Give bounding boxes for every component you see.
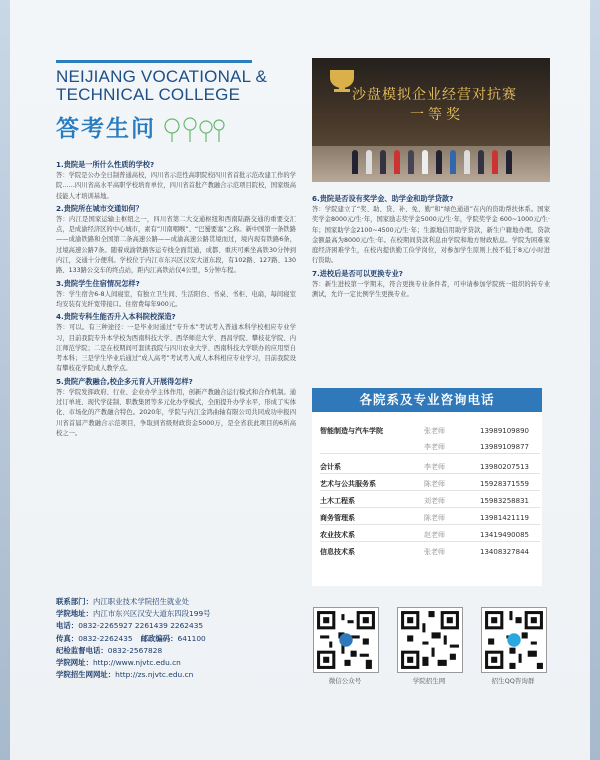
right-edge-decoration xyxy=(590,0,600,760)
department-row xyxy=(320,511,540,525)
header-rule xyxy=(56,60,252,63)
department-name: 艺术与公共服务系 xyxy=(320,480,376,488)
faq-question: 7.进校后是否可以更换专业? xyxy=(312,268,403,278)
award-person xyxy=(394,150,400,174)
row-divider xyxy=(320,473,540,474)
contact-label: 学院网址： xyxy=(56,658,93,668)
contact-label: 纪检监督电话： xyxy=(56,645,108,655)
row-divider xyxy=(320,490,540,491)
tree-icon xyxy=(162,116,226,144)
department-row xyxy=(320,477,540,491)
contact-label: 电话： xyxy=(56,621,79,631)
qr-caption: 微信公众号 xyxy=(328,677,362,685)
faq-answer: 答：内江是国家运输主枢纽之一，四川省第二大交通枢纽和西南陆路交通的重要交汇点，是成渝经济区的中心城市，素有“川南咽喉”、“巴蜀要塞”之称。新中国第一条铁路——成渝铁路和全国第二条高速公路——成渝高速公路贯境而过，境内现有铁路6条，过境高速公路7条。随着成渝铁路客运专线全面贯通，成都、重庆可乘坐高铁30分钟到内江，交通十分便利。学校位于内江市东兴区汉安大道东段，有102路、127路、130路、133路公交车的终点站，距内江高铁站仅4公里，5分钟车程。 xyxy=(56,215,296,275)
contact-value: 0832-2265927 2261439 2262435 xyxy=(78,621,204,631)
contact-website xyxy=(56,657,296,669)
qr-caption: 学院招生网 xyxy=(412,677,446,685)
contact-department xyxy=(56,596,296,608)
department-name: 土木工程系 xyxy=(320,497,355,505)
teacher-name: 李老师 xyxy=(424,463,445,471)
award-person xyxy=(478,150,484,174)
department-row xyxy=(320,528,540,542)
faq-answer: 答：学生宿舍6-8人间寝室，有独立卫生间、生活阳台、书桌、书柜、电扇，每间寝室均安装有光纤宽带接口。住宿费每年900元。 xyxy=(56,290,296,308)
college-name xyxy=(56,68,296,104)
contact-value: 内江市东兴区汉安大道东四段199号 xyxy=(92,609,211,619)
teacher-name: 张老师 xyxy=(424,548,445,556)
award-person xyxy=(492,150,498,174)
award-person xyxy=(464,150,470,174)
award-person xyxy=(380,150,386,174)
department-table-title: 各院系及专业咨询电话 xyxy=(312,388,542,412)
faq-answer: 答：学院建立了“奖、助、贷、补、免、勤”和“绿色通道”在内的资助帮扶体系。国家奖学金8000元/生·年，国家励志奖学金5000元/生·年，学院奖学金 600~1000元/生·年；国家助学金2100~4500元/生·年；生源地信用助学贷款，新生户籍地办理，贷款金额最高为8000元/生·年。在校期间贷款利息由学院和地方财政贴息。学院为困难家庭经济困难学生，在校内提供勤工俭学岗位，对参加学生原则上按不低于8元/小时进行资助。 xyxy=(312,206,550,265)
department-row xyxy=(320,460,540,474)
faq-question: 1.贵院是一所什么性质的学校? xyxy=(56,160,155,169)
faq-answer: 答：学院是公办全日制普通高校，四川省示范性高职院校四川省首批示范改建工作的学院……四川省高水平高职学校培育单位，四川省首批产教融合示范项目院校，国家级高技能人才培训基地。 xyxy=(56,172,296,200)
faq-question: 5.贵院产教融合,校企多元育人开展得怎样? xyxy=(56,376,193,386)
teacher-name: 陈老师 xyxy=(424,514,445,522)
faq-question: 2.贵院所在城市交通如何？ xyxy=(56,203,143,213)
contact-value: 641100 xyxy=(177,633,206,643)
phone-number: 13408327844 xyxy=(480,548,529,556)
contact-admission-website xyxy=(56,669,296,681)
phone-number: 13989109890 xyxy=(480,427,529,435)
award-photo xyxy=(312,58,550,182)
teacher-name: 李老师 xyxy=(424,443,445,451)
faq-question: 3.贵院学生住宿情况怎样? xyxy=(56,278,140,288)
row-divider xyxy=(320,453,540,454)
teacher-name: 刘老师 xyxy=(424,497,445,505)
row-divider xyxy=(320,541,540,542)
faq-answer: 答：可以。有三种途径：一是毕业时通过“专升本”考试考入普通本科学校相应专业学习，目前我院专升本学校为西南科技大学、西华师范大学、西昌学院、攀枝花学院、内江师范学院；二是在校期间可套读我院与四川农业大学、西南科技大学联办的应用型自考本科；三是学生毕业后通过“成人高考”考试考入成人本科相应专业学习，目前我院设有攀枝花学院成人教学点。 xyxy=(56,324,296,373)
teacher-name: 陈老师 xyxy=(424,480,445,488)
department-name: 会计系 xyxy=(320,463,341,471)
college-name-line1: NEIJIANG VOCATIONAL & xyxy=(56,67,268,86)
admission-site-qr-code xyxy=(397,607,463,673)
faq-left-column xyxy=(56,158,296,439)
contact-label: 学院地址： xyxy=(56,609,93,619)
department-row xyxy=(320,545,540,559)
teacher-name: 张老师 xyxy=(424,427,445,435)
award-person xyxy=(366,150,372,174)
phone-number: 13980207513 xyxy=(480,463,529,471)
faq-answer: 答：学院发挥政府、行业、企业办学主体作用，创新产教融合运行模式和合作机制。通过订单班、现代学徒制、职教集团等多元化办学模式，全面提升办学水平，形成了实体化、市场化的产教融合特色。2020年，学院与内江金鸿曲轴有限公司共同成功申报四川省首届产教融合示范项目，争取到省级财政资金5000万，是全省获此项目的6所高校之一。 xyxy=(56,388,296,437)
wechat-qr-code xyxy=(313,607,379,673)
phone-number: 13981421119 xyxy=(480,514,529,522)
row-divider xyxy=(320,524,540,525)
department-name: 商务管理系 xyxy=(320,514,355,522)
award-banner-title: 沙盘模拟企业经营对抗赛 xyxy=(352,87,517,103)
department-name: 农业技术系 xyxy=(320,531,355,539)
contact-address xyxy=(56,608,296,620)
section-title: 答考生问 xyxy=(56,116,156,142)
award-person xyxy=(352,150,358,174)
award-person xyxy=(450,150,456,174)
contact-label: 联系部门： xyxy=(56,597,93,606)
department-name: 智能制造与汽车学院 xyxy=(320,427,383,435)
phone-number: 15983258831 xyxy=(480,497,529,505)
award-banner-subtitle: 一等奖 xyxy=(410,107,464,123)
phone-number: 15928371559 xyxy=(480,480,529,488)
contact-label: 邮政编码： xyxy=(140,633,178,643)
left-edge-decoration xyxy=(0,0,10,760)
admission-website-link[interactable]: http://zs.njvtc.edu.cn xyxy=(115,670,194,680)
contact-value: 0832-2567828 xyxy=(107,645,163,655)
faq-answer: 答：新生进校第一学期末，符合更换专业条件者，可申请参加学院统一组织的转专业测试，允许一定比例学生更换专业。 xyxy=(312,280,550,299)
award-person xyxy=(436,150,442,174)
contact-discipline-phone xyxy=(56,645,296,657)
award-person xyxy=(422,150,428,174)
qq-group-qr-code xyxy=(481,607,547,673)
award-stage xyxy=(312,146,550,182)
department-row xyxy=(320,424,540,438)
college-name-line2: TECHNICAL COLLEGE xyxy=(56,85,241,104)
contact-info xyxy=(56,596,296,681)
faq-question: 4.贵院专科生能否升入本科院校深造? xyxy=(56,312,176,322)
faq-right-column xyxy=(312,192,550,300)
department-row xyxy=(320,440,540,454)
award-person xyxy=(408,150,414,174)
contact-label: 传真： xyxy=(56,633,79,643)
phone-number: 13419490085 xyxy=(480,531,529,539)
contact-phone xyxy=(56,620,296,632)
phone-number: 13989109877 xyxy=(480,443,529,451)
row-divider xyxy=(320,507,540,508)
faq-question: 6.贵院是否设有奖学金、助学金和助学贷款? xyxy=(312,194,454,203)
award-person xyxy=(506,150,512,174)
contact-value: 0832-2262435 xyxy=(78,633,133,643)
website-link[interactable]: http://www.njvtc.edu.cn xyxy=(92,658,181,668)
contact-label: 学院招生网网址： xyxy=(56,670,116,680)
department-row xyxy=(320,494,540,508)
contact-fax xyxy=(56,633,296,645)
contact-value: 内江职业技术学院招生就业处 xyxy=(92,597,190,606)
qr-caption: 招生QQ咨询群 xyxy=(491,677,535,685)
department-name: 信息技术系 xyxy=(320,548,355,556)
teacher-name: 赵老师 xyxy=(424,531,445,539)
